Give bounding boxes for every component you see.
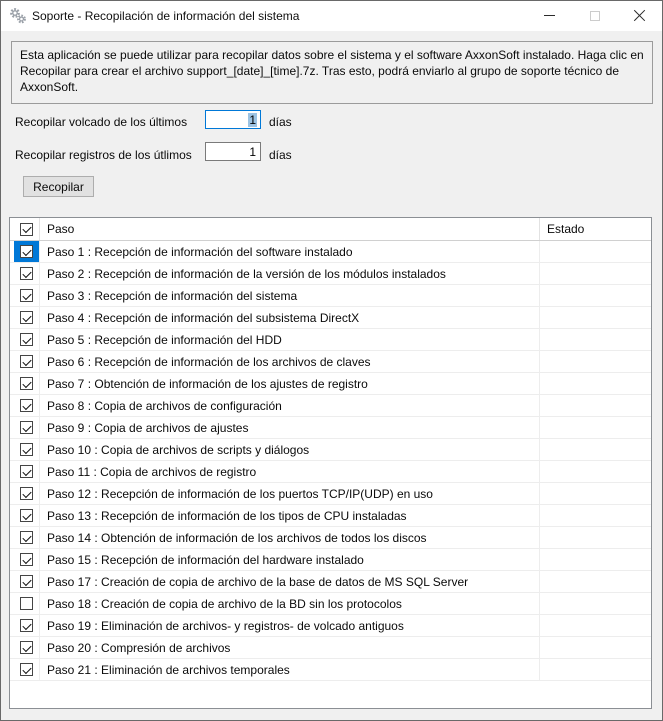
step-checkbox-cell[interactable] — [10, 395, 40, 416]
step-column-header[interactable]: Paso — [40, 218, 540, 240]
step-name-cell[interactable]: Paso 2 : Recepción de información de la versión de los módulos instalados — [40, 263, 540, 284]
step-status-cell — [540, 615, 651, 636]
step-status-cell — [540, 307, 651, 328]
step-checkbox[interactable] — [20, 333, 33, 346]
step-checkbox-cell[interactable] — [10, 637, 40, 658]
table-row[interactable] — [10, 593, 651, 615]
step-checkbox-cell[interactable] — [10, 659, 40, 680]
step-checkbox-cell[interactable] — [10, 439, 40, 460]
table-row[interactable] — [10, 241, 651, 263]
step-checkbox-cell[interactable] — [10, 549, 40, 570]
step-checkbox-cell[interactable] — [10, 417, 40, 438]
step-name-cell[interactable]: Paso 5 : Recepción de información del HDD — [40, 329, 540, 350]
step-status-cell — [540, 571, 651, 592]
step-name-cell[interactable]: Paso 11 : Copia de archivos de registro — [40, 461, 540, 482]
step-checkbox-cell[interactable] — [10, 615, 40, 636]
description-text: Esta aplicación se puede utilizar para recopilar datos sobre el sistema y el software AxxonSoft instalado. Haga clic en Recopilar para crear el archivo support_[date]_[time].7z. Tras esto, podrá enviarlo al grupo de soporte técnico de AxxonSoft. — [20, 48, 644, 94]
step-name-cell[interactable]: Paso 10 : Copia de archivos de scripts y diálogos — [40, 439, 540, 460]
step-name-cell[interactable]: Paso 19 : Eliminación de archivos- y registros- de volcado antiguos — [40, 615, 540, 636]
step-name-cell[interactable]: Paso 9 : Copia de archivos de ajustes — [40, 417, 540, 438]
step-status-cell — [540, 439, 651, 460]
logs-days-unit: días — [269, 148, 292, 162]
step-status-cell — [540, 461, 651, 482]
step-status-cell — [540, 505, 651, 526]
step-name-cell[interactable]: Paso 13 : Recepción de información de los tipos de CPU instaladas — [40, 505, 540, 526]
step-name-cell[interactable]: Paso 20 : Compresión de archivos — [40, 637, 540, 658]
table-row[interactable] — [10, 329, 651, 351]
step-name-cell[interactable]: Paso 17 : Creación de copia de archivo de la base de datos de MS SQL Server — [40, 571, 540, 592]
table-row[interactable] — [10, 373, 651, 395]
step-checkbox[interactable] — [20, 289, 33, 302]
collect-button[interactable]: Recopilar — [23, 176, 94, 197]
step-checkbox[interactable] — [20, 575, 33, 588]
step-checkbox[interactable] — [20, 421, 33, 434]
step-checkbox-cell[interactable] — [10, 263, 40, 284]
step-checkbox[interactable] — [20, 663, 33, 676]
step-checkbox[interactable] — [20, 597, 33, 610]
step-checkbox[interactable] — [20, 487, 33, 500]
step-name-cell[interactable]: Paso 21 : Eliminación de archivos temporales — [40, 659, 540, 680]
step-status-cell — [540, 263, 651, 284]
step-checkbox-cell[interactable] — [10, 329, 40, 350]
table-row[interactable] — [10, 351, 651, 373]
step-checkbox[interactable] — [20, 641, 33, 654]
step-status-cell — [540, 549, 651, 570]
step-checkbox[interactable] — [20, 377, 33, 390]
step-name-cell[interactable]: Paso 12 : Recepción de información de los puertos TCP/IP(UDP) en uso — [40, 483, 540, 504]
select-all-checkbox[interactable] — [20, 223, 33, 236]
table-row[interactable] — [10, 571, 651, 593]
description-box — [11, 41, 653, 104]
maximize-icon — [590, 11, 600, 21]
step-name-cell[interactable]: Paso 7 : Obtención de información de los ajustes de registro — [40, 373, 540, 394]
step-name-cell[interactable]: Paso 14 : Obtención de información de los archivos de todos los discos — [40, 527, 540, 548]
step-name-cell[interactable]: Paso 18 : Creación de copia de archivo de la BD sin los protocolos — [40, 593, 540, 614]
step-checkbox[interactable] — [20, 619, 33, 632]
step-name-cell[interactable]: Paso 6 : Recepción de información de los archivos de claves — [40, 351, 540, 372]
step-status-cell — [540, 329, 651, 350]
table-row[interactable] — [10, 263, 651, 285]
table-row[interactable] — [10, 483, 651, 505]
dump-days-value: 1 — [249, 112, 256, 127]
close-icon — [633, 9, 647, 23]
step-status-cell — [540, 395, 651, 416]
step-status-cell — [540, 483, 651, 504]
step-checkbox[interactable] — [20, 355, 33, 368]
step-name-cell[interactable]: Paso 1 : Recepción de información del software instalado — [40, 241, 540, 262]
caption-buttons — [527, 1, 662, 30]
step-checkbox-cell[interactable] — [10, 571, 40, 592]
maximize-button — [572, 1, 617, 30]
step-checkbox-cell[interactable] — [10, 351, 40, 372]
step-checkbox[interactable] — [20, 399, 33, 412]
step-checkbox[interactable] — [20, 553, 33, 566]
step-status-cell — [540, 285, 651, 306]
step-checkbox-cell[interactable] — [10, 527, 40, 548]
step-checkbox[interactable] — [20, 531, 33, 544]
window-title: Soporte - Recopilación de información del sistema — [32, 9, 300, 23]
step-checkbox[interactable] — [20, 443, 33, 456]
dump-days-input[interactable] — [205, 110, 261, 129]
table-row[interactable] — [10, 461, 651, 483]
table-row[interactable] — [10, 307, 651, 329]
step-checkbox-cell[interactable] — [10, 373, 40, 394]
select-all-cell[interactable] — [10, 218, 40, 240]
step-checkbox-cell[interactable] — [10, 505, 40, 526]
step-checkbox-cell[interactable] — [10, 285, 40, 306]
table-row[interactable] — [10, 527, 651, 549]
close-button[interactable] — [617, 1, 662, 30]
table-row[interactable] — [10, 395, 651, 417]
step-status-cell — [540, 351, 651, 372]
status-column-header[interactable]: Estado — [547, 222, 585, 236]
titlebar — [1, 1, 662, 31]
step-status-cell — [540, 527, 651, 548]
step-name-cell[interactable]: Paso 4 : Recepción de información del subsistema DirectX — [40, 307, 540, 328]
step-checkbox-cell[interactable] — [10, 241, 40, 262]
step-status-cell — [540, 373, 651, 394]
table-row[interactable] — [10, 615, 651, 637]
table-row[interactable] — [10, 549, 651, 571]
step-checkbox[interactable] — [20, 465, 33, 478]
step-checkbox-cell[interactable] — [10, 483, 40, 504]
step-name-cell[interactable]: Paso 15 : Recepción de información del hardware instalado — [40, 549, 540, 570]
dump-days-unit: días — [269, 115, 292, 129]
logs-days-label: Recopilar registros de los útlimos — [15, 148, 192, 162]
minimize-button[interactable] — [527, 1, 572, 30]
step-name-cell[interactable]: Paso 3 : Recepción de información del sistema — [40, 285, 540, 306]
table-row[interactable] — [10, 659, 651, 681]
step-name-cell[interactable]: Paso 8 : Copia de archivos de configuración — [40, 395, 540, 416]
table-row[interactable] — [10, 285, 651, 307]
step-status-cell — [540, 637, 651, 658]
table-row[interactable] — [10, 505, 651, 527]
step-status-cell — [540, 659, 651, 680]
table-row[interactable] — [10, 439, 651, 461]
minimize-icon — [544, 15, 555, 16]
logs-days-input[interactable] — [205, 142, 261, 161]
step-checkbox-cell[interactable] — [10, 461, 40, 482]
step-status-cell — [540, 593, 651, 614]
dump-days-label: Recopilar volcado de los últimos — [15, 115, 188, 129]
table-row[interactable] — [10, 637, 651, 659]
step-checkbox-cell[interactable] — [10, 307, 40, 328]
step-status-cell — [540, 241, 651, 262]
gears-icon — [9, 7, 27, 25]
step-checkbox[interactable] — [20, 509, 33, 522]
step-checkbox-cell[interactable] — [10, 593, 40, 614]
step-checkbox[interactable] — [20, 267, 33, 280]
steps-table — [9, 217, 652, 709]
steps-table-body — [10, 241, 651, 681]
step-checkbox[interactable] — [20, 245, 33, 258]
table-row[interactable] — [10, 417, 651, 439]
steps-table-header — [10, 218, 651, 241]
step-checkbox[interactable] — [20, 311, 33, 324]
step-status-cell — [540, 417, 651, 438]
